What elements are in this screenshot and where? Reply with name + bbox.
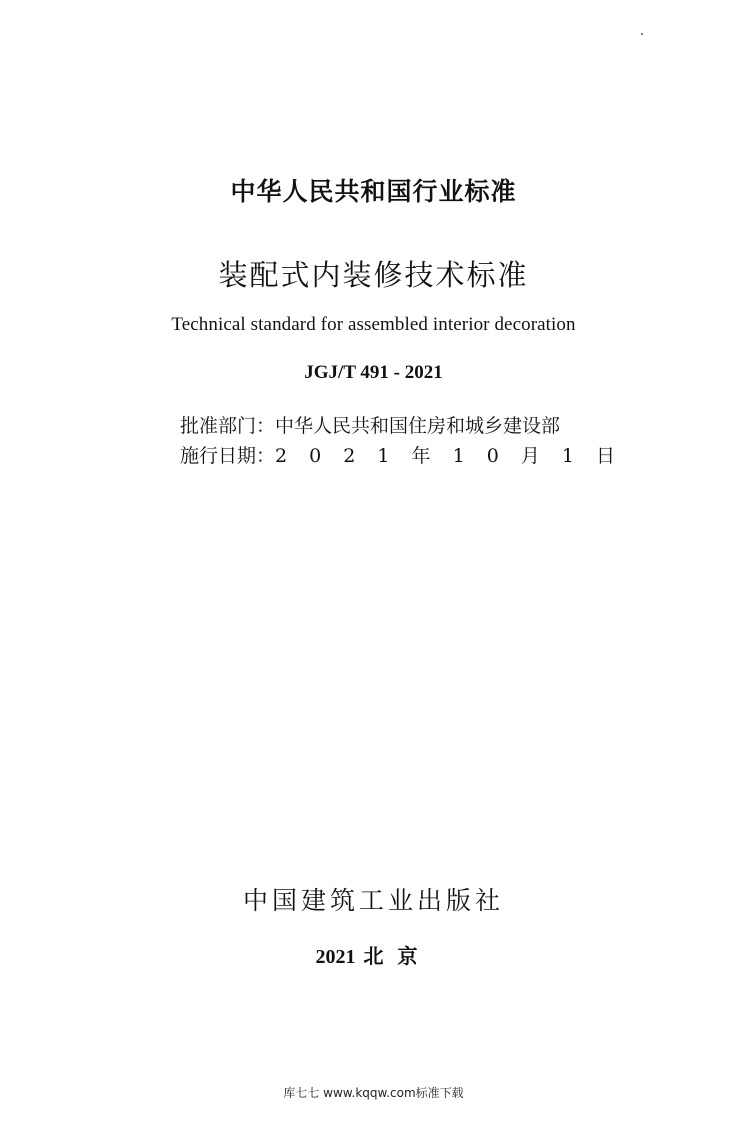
publication-year: 2021	[315, 946, 356, 968]
effective-date-row	[180, 441, 623, 471]
publisher-name: 中国建筑工业出版社	[242, 886, 504, 915]
english-title: Technical standard for assembled interior decoration	[171, 314, 576, 335]
effective-date-value: 2 0 2 1 年 1 0 月 1 日	[275, 445, 623, 467]
approval-value: 中华人民共和国住房和城乡建设部	[275, 415, 561, 437]
effective-date-label: 施行日期：	[180, 445, 276, 467]
publication-place: 北京	[363, 946, 432, 968]
download-watermark: 库七七 www.kqqw.com标准下载	[283, 1086, 464, 1100]
publication-year-place	[0, 940, 747, 969]
approval-label: 批准部门：	[180, 415, 276, 437]
approval-row	[180, 411, 600, 441]
standard-code: JGJ/T 491 - 2021	[304, 362, 443, 383]
standard-metadata	[180, 411, 623, 471]
industry-standard-heading: 中华人民共和国行业标准	[230, 177, 517, 206]
scan-speck	[641, 33, 643, 35]
chinese-title: 装配式内装修技术标准	[218, 258, 529, 292]
